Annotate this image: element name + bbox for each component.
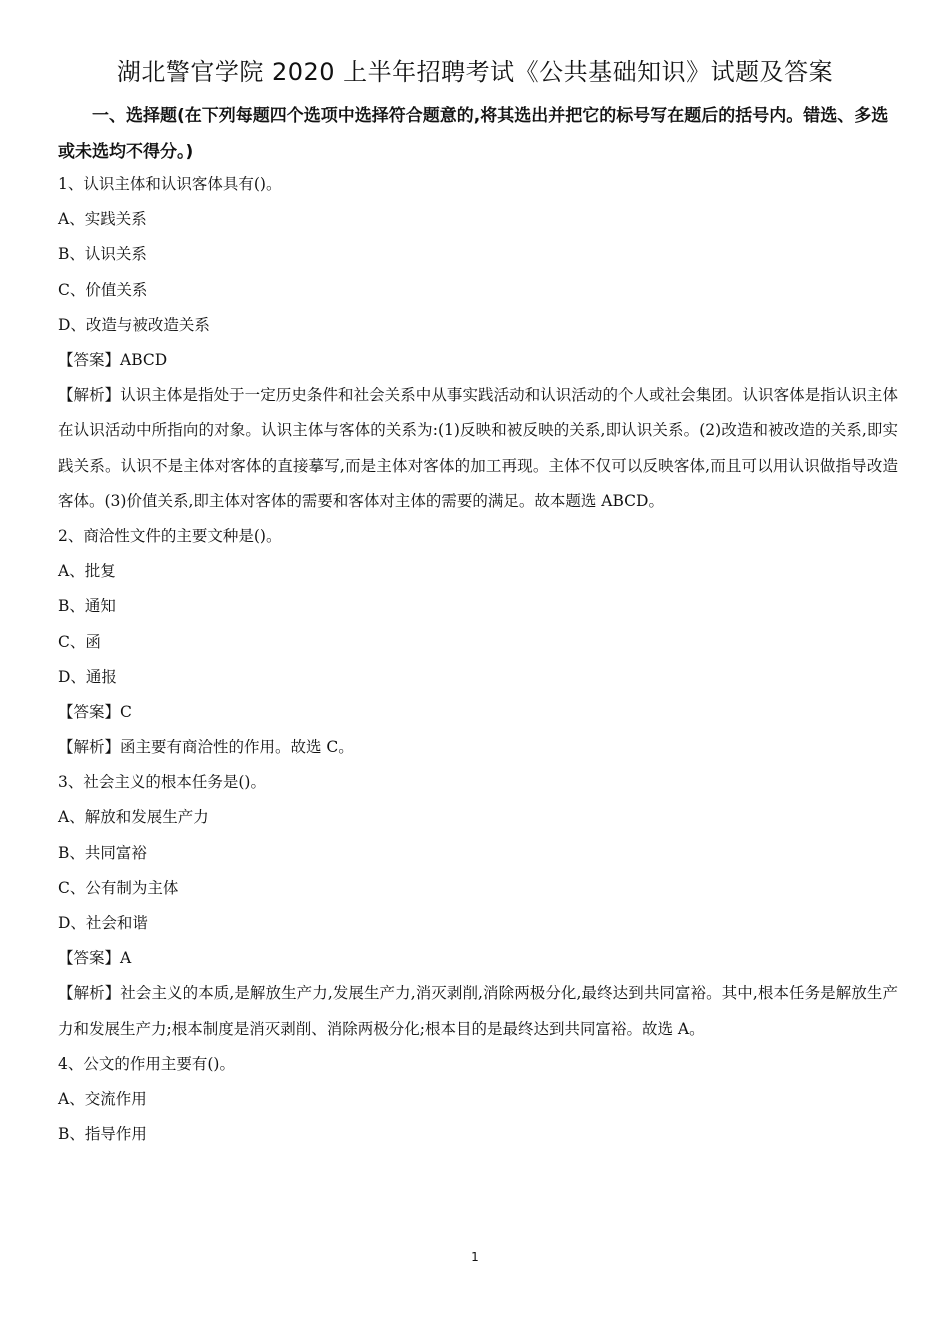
q3-option-b: B、共同富裕 — [58, 843, 147, 862]
q2-option-b: B、通知 — [58, 597, 116, 616]
q1-option-a: A、实践关系 — [58, 210, 147, 229]
q2-option-a: A、批复 — [58, 562, 116, 581]
q1-option-d: D、改造与被改造关系 — [58, 315, 210, 334]
q2-answer: 【答案】C — [58, 702, 132, 721]
q4-option-a: A、交流作用 — [58, 1089, 147, 1108]
q2-option-d: D、通报 — [58, 667, 117, 686]
page-number: 1 — [471, 1250, 479, 1264]
q1-answer: 【答案】ABCD — [58, 350, 168, 369]
question-1: 1、认识主体和认识客体具有()。 — [58, 175, 282, 193]
question-4: 4、公文的作用主要有()。 — [58, 1054, 235, 1073]
section-heading: 一、选择题(在下列每题四个选项中选择符合题意的,将其选出并把它的标号写在题后的括号内。错选、多选或未选均不得分。) — [58, 106, 889, 162]
q4-option-b: B、指导作用 — [58, 1125, 147, 1144]
question-3: 3、社会主义的根本任务是()。 — [58, 773, 266, 792]
q3-answer: 【答案】A — [58, 949, 132, 968]
document-title: 湖北警官学院 2020 上半年招聘考试《公共基础知识》试题及答案 — [116, 58, 834, 86]
q3-option-d: D、社会和谐 — [58, 914, 148, 932]
q3-option-a: A、解放和发展生产力 — [58, 808, 209, 827]
q3-option-c: C、公有制为主体 — [58, 878, 179, 897]
q3-analysis: 【解析】社会主义的本质,是解放生产力,发展生产力,消灭剥削,消除两极分化,最终达到共同富裕。其中,根本任务是解放生产力和发展生产力;根本制度是消灭剥削、消除两极分化;根本目的是最终达到共同富裕。故选 A。 — [58, 984, 898, 1038]
question-2: 2、商洽性文件的主要文种是()。 — [58, 526, 282, 545]
q1-option-c: C、价值关系 — [58, 280, 148, 299]
q2-analysis: 【解析】函主要有商洽性的作用。故选 C。 — [58, 738, 354, 757]
q1-option-b: B、认识关系 — [58, 245, 147, 264]
q2-option-c: C、函 — [58, 632, 101, 651]
document-body — [58, 167, 898, 1152]
q1-analysis: 【解析】认识主体是指处于一定历史条件和社会关系中从事实践活动和认识活动的个人或社会集团。认识客体是指认识主体在认识活动中所指向的对象。认识主体与客体的关系为:(1)反映和被反映的关系,即认识关系。(2)改造和被改造的关系,即实践关系。认识不是主体对客体的直接摹写,而是主体对客体的加工再现。主体不仅可以反映客体,而且可以用认识做指导改造客体。(3)价值关系,即主体对客体的需要和客体对主体的需要的满足。故本题选 ABCD。 — [58, 386, 898, 510]
